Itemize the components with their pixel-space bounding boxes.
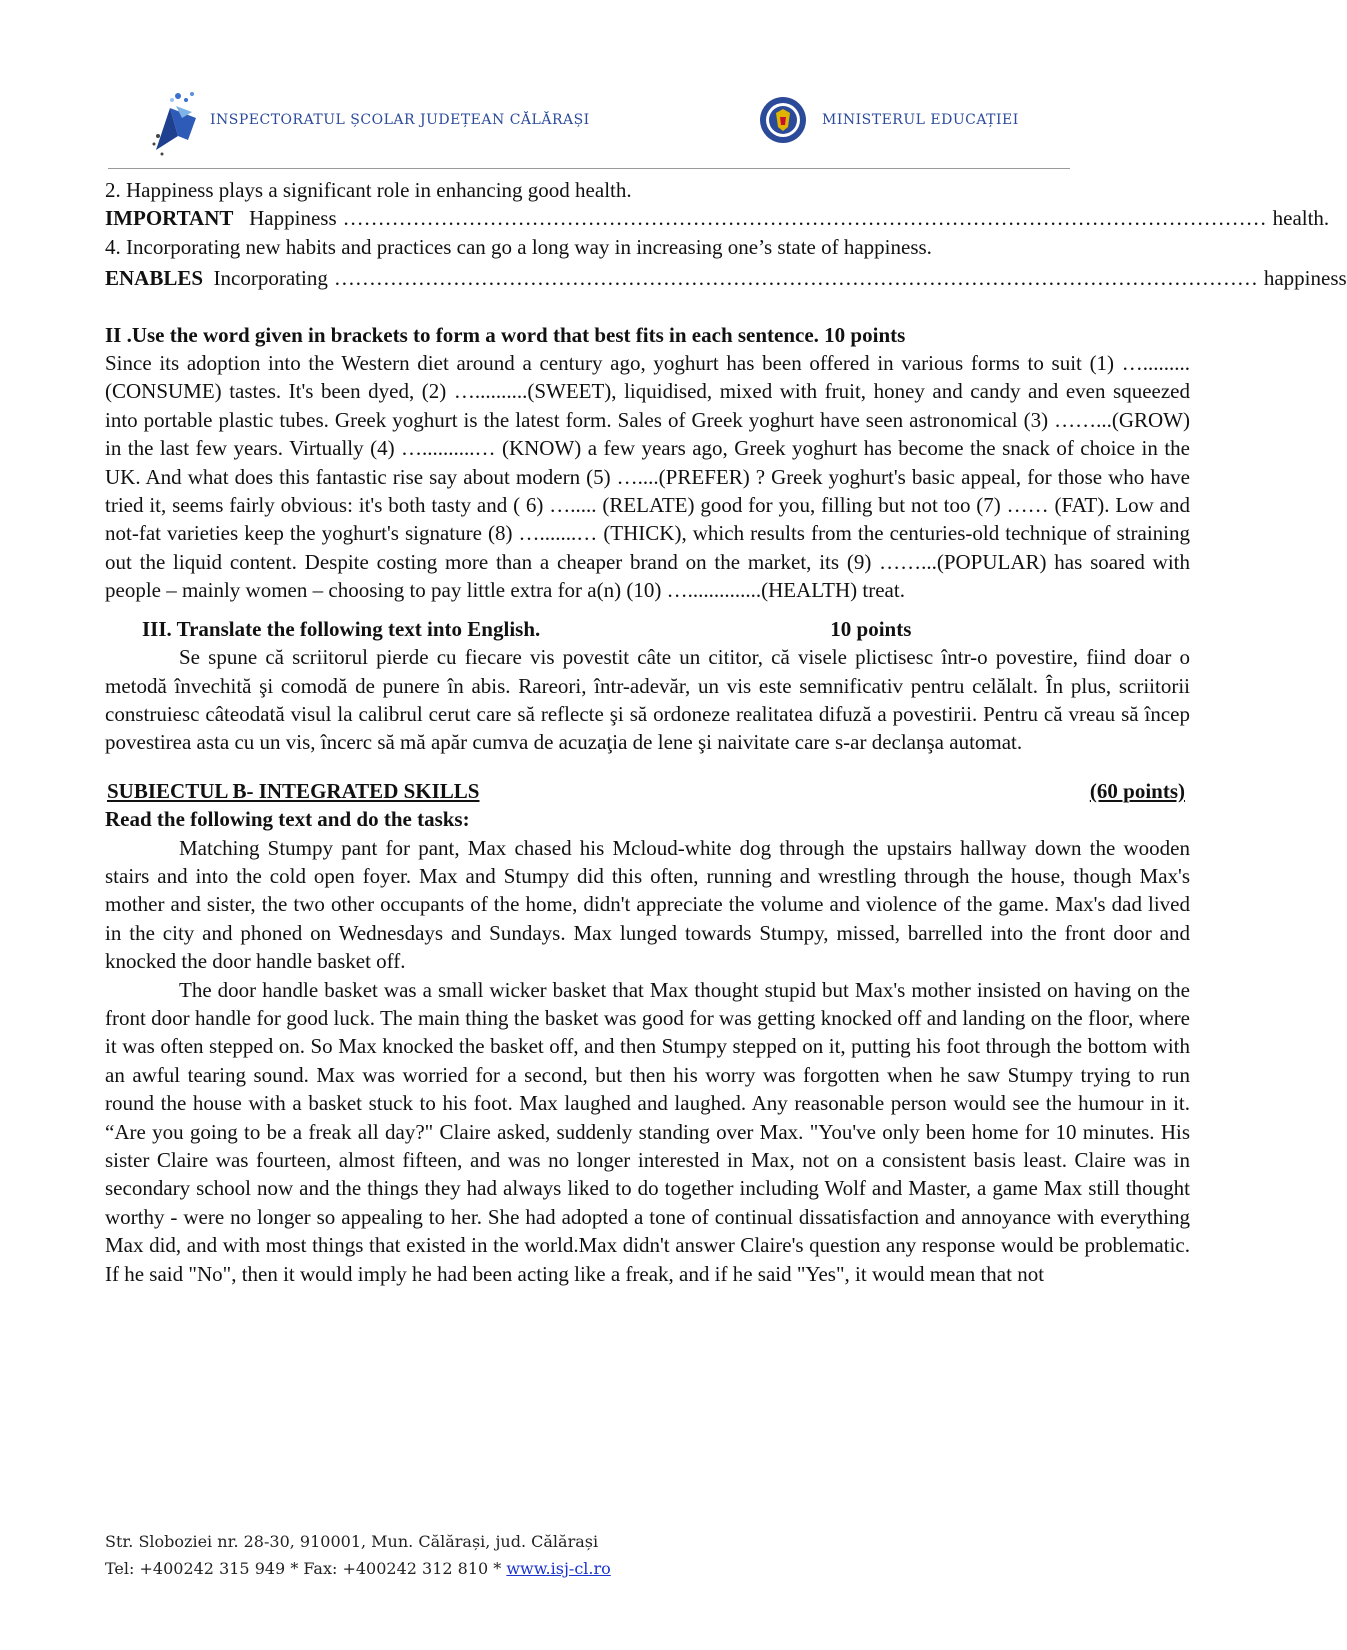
- transform-item-4: 4. Incorporating new habits and practices can go a long way in increasing one’s state of happiness.: [105, 234, 932, 259]
- footer-address: Str. Sloboziei nr. 28-30, 910001, Mun. Călărași, jud. Călărași: [105, 1532, 599, 1551]
- footer-contact-line: [105, 1555, 611, 1582]
- header-divider: [108, 168, 1070, 169]
- subject-b-points: (60 points): [1089, 778, 1185, 803]
- footer-website-link[interactable]: www.isj-cl.ro: [506, 1559, 611, 1578]
- section-2-paragraph: Since its adoption into the Western diet around a century ago, yoghurt has been offered in various forms to suit (1) …......... (CONSUME) tastes. It's been dyed, (2) …..........(SWEET), liquidised, mixed with fruit, honey and candy and even squeezed into portable plastic tubes. Greek yoghurt is the latest form. Sales of Greek yoghurt have seen astronomical (3) ……...(GROW) in the last few years. Virtually (4) …..........… (KNOW) a few years ago, Greek yoghurt has become the snack of choice in the UK. And what does this fantastic rise say about modern (5) …....(PREFER) ? Greek yoghurt's basic appeal, for those who have tried it, seems fairly obvious: it's both tasty and ( 6) …..... (RELATE) good for you, filling but not too (7) …… (FAT). Low and not-fat varieties keep the yoghurt's signature (8) ….......… (THICK), which results from the centuries-old technique of straining out the liquid content. Despite costing more than a cheaper brand on the market, its (9) ……...(POPULAR) has soared with people – mainly women – choosing to pay little extra for a(n) (10) …..............(HEALTH) treat.: [105, 351, 1190, 603]
- story-paragraph-1: Matching Stumpy pant for pant, Max chased his Mcloud-white dog through the upstairs hallway down the wooden stairs and into the cold open foyer. Max and Stumpy did this often, running and wrestling through the house, though Max's mother and sister, the two other occupants of the home, didn't appreciate the volume and violence of the game. Max's dad lived in the city and phoned on Wednesdays and Sundays. Max lunged towards Stumpy, missed, barrelled into the front door and knocked the door handle basket off.: [105, 835, 1190, 974]
- answer-end: happiness: [1263, 266, 1347, 291]
- section-2-heading: II .Use the word given in brackets to form a word that best fits in each sentence. 10 points: [105, 322, 906, 347]
- ministry-seal-icon: [758, 95, 808, 145]
- story-paragraph-2: The door handle basket was a small wicker basket that Max thought stupid but Max's mother insisted on having on the front door handle for good luck. The main thing the basket was good for was getting knocked off and landing on the floor, where it was often stepped on. So Max knocked the basket off, and then Stumpy stepped on it, putting his foot through the bottom with an awful tearing sound. Max was worried for a second, but then his worry was forgotten when he saw Stumpy trying to run round the house with a basket stuck to his foot. Max laughed and laughed. Any reasonable person would see the humour in it. “Are you going to be a freak all day?" Claire asked, suddenly standing over Max. "You've only been home for 10 minutes. His sister Claire was fourteen, almost fifteen, and was no longer interested in Max, not on a consistent basis least. Claire was in secondary school now and the things they had always liked to do together including Wolf and Master, a game Max still thought worthy - were no longer so appealing to her. She had adopted a tone of continual dissatisfaction and annoyance with everything Max did, and with most things that existed in the world.Max didn't answer Claire's question any response would be problematic. If he said "No", then it would imply he had been acting like a freak, and if he said "Yes", it would mean that not: [105, 977, 1190, 1286]
- school-inspectorate-logo-icon: [148, 88, 208, 158]
- document-body: [105, 176, 1347, 1288]
- answer-end: health.: [1272, 206, 1330, 231]
- answer-start: Happiness: [249, 206, 337, 231]
- letterhead: [0, 0, 1275, 170]
- section-3-title: III. Translate the following text into English.: [142, 616, 541, 641]
- section-3-heading: [105, 615, 1190, 643]
- transform-item-2-answer: [105, 204, 1330, 232]
- page-footer: [105, 1528, 611, 1582]
- org-right-name: MINISTERUL EDUCAȚIEI: [822, 112, 1019, 128]
- section-3-points: 10 points: [830, 616, 912, 641]
- transform-item-4-answer: [105, 264, 1347, 292]
- answer-blank: ……………………………………………………………………………………………………………………: [342, 206, 1267, 231]
- answer-start: Incorporating: [213, 266, 328, 291]
- section-3-paragraph: Se spune că scriitorul pierde cu fiecare vis povestit câte un cititor, că visele plictisesc într-o povestire, fiind doar o metodă învechită şi comodă de punere în abis. Rareori, într-adevăr, un vis este semnificativ pentru celălalt. În plus, scriitorii construiesc câteodată visul la calibrul cerut care să reflecte şi să ordoneze realitatea difuză a povestirii. Pentru că vreau să încep povestirea asta cu un vis, încerc să mă apăr cumva de acuzaţia de lene şi naivitate care s-ar declanşa automat.: [105, 645, 1190, 755]
- transform-item-2: 2. Happiness plays a significant role in enhancing good health.: [105, 178, 632, 202]
- org-left-name: INSPECTORATUL ȘCOLAR JUDEȚEAN CĂLĂRAȘI: [210, 112, 590, 128]
- keyword-important: IMPORTANT: [105, 206, 234, 231]
- subject-b-instruction: Read the following text and do the tasks:: [105, 807, 470, 832]
- answer-blank: ……………………………………………………………………………………………………………………: [333, 266, 1258, 291]
- subject-b-heading: [105, 777, 1185, 805]
- keyword-enables: ENABLES: [105, 266, 204, 291]
- subject-b-title: SUBIECTUL B- INTEGRATED SKILLS: [107, 778, 480, 803]
- footer-contact: Tel: +400242 315 949 * Fax: +400242 312 810 *: [105, 1559, 507, 1578]
